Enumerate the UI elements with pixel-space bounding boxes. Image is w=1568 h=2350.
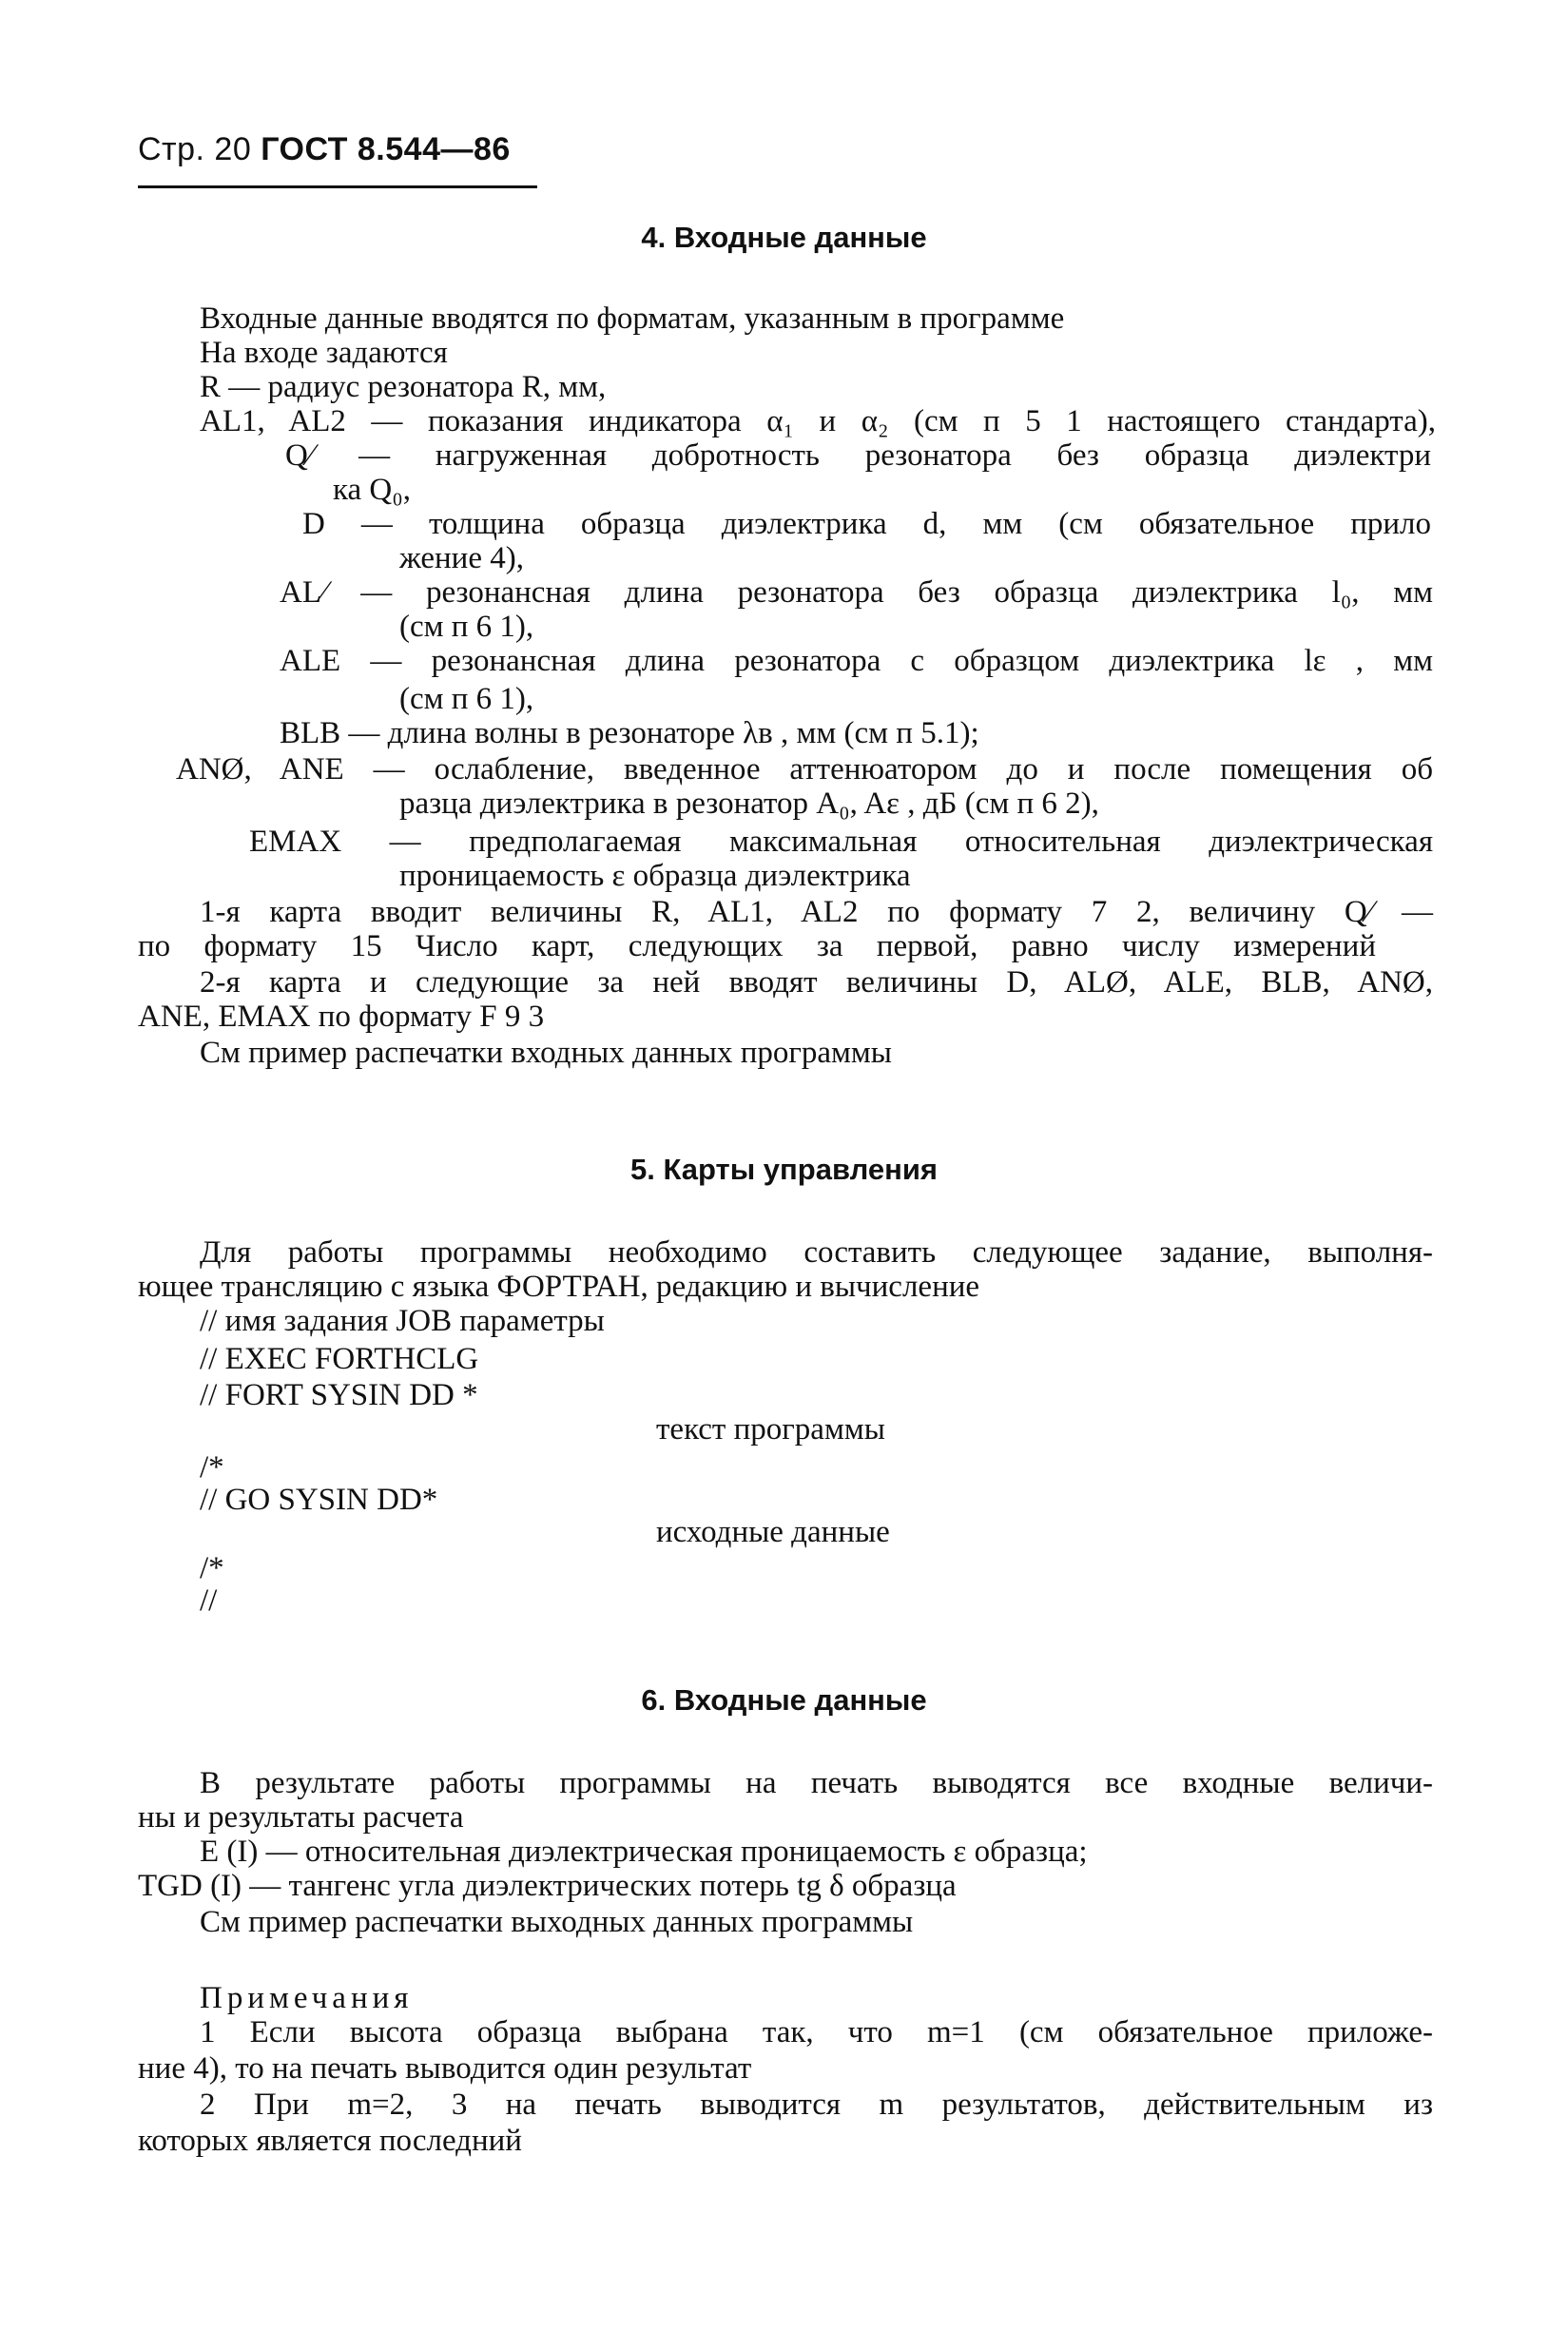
section-5-title: 5. Карты управления (630, 1153, 938, 1186)
note-1-line2: ние 4), то на печать выводится один результат (138, 2051, 752, 2086)
s5-code-line-8: /* (200, 1551, 224, 1585)
s5-code-line-2: // EXEC FORTHCLG (200, 1342, 479, 1376)
section-4-title: 4. Входные данные (641, 221, 927, 254)
s5-code-line-3: // FORT SYSIN DD * (200, 1378, 478, 1412)
s4-param-emax-line2: проницаемость ε образца диэлектрика (399, 859, 911, 893)
s4-param-q-line1: Q∕ — нагруженная добротность резонатора без образца диэлектри (285, 438, 1431, 473)
s4-param-q-line2: ка Q₀, (333, 473, 412, 507)
s4-param-r: R — радиус резонатора R, мм, (200, 370, 607, 404)
note-2-line1: 2 При m=2, 3 на печать выводится m результатов, действительным из (200, 2088, 1433, 2122)
s4-param-emax-line1: EMAX — предполагаемая максимальная относительная диэлектрическая (249, 825, 1433, 859)
s6-output-e: E (I) — относительная диэлектрическая проницаемость ε образца; (200, 1835, 1088, 1869)
note-1-line1: 1 Если высота образца выбрана так, что m=1 (см обязательное приложе- (200, 2015, 1433, 2049)
s4-param-ale-line2: (см п 6 1), (399, 682, 534, 716)
s4-param-al: AL1, AL2 — показания индикатора α₁ и α₂ (см п 5 1 настоящего стандарта), (200, 404, 1436, 438)
s5-code-line-5: /* (200, 1450, 224, 1485)
s4-param-al0-line1: AL∕ — резонансная длина резонатора без образца диэлектрика l₀, мм (280, 575, 1433, 610)
header-rule (138, 185, 537, 188)
page-header (138, 131, 511, 168)
note-2-line2: которых является последний (138, 2124, 522, 2158)
s6-see-example: См пример распечатки выходных данных программы (200, 1905, 914, 1939)
s4-intro-1: Входные данные вводятся по форматам, указанным в программе (200, 301, 1065, 336)
s4-param-ale-line1: ALE — резонансная длина резонатора с образцом диэлектрика lε , мм (280, 644, 1433, 678)
s4-param-al0-line2: (см п 6 1), (399, 610, 534, 644)
page-number: Стр. 20 (138, 131, 252, 167)
s6-para-line1: В результате работы программы на печать выводятся все входные величи- (200, 1766, 1433, 1800)
s4-param-d-line2: жение 4), (399, 541, 524, 575)
s5-para-line1: Для работы программы необходимо составить следующее задание, выполня- (200, 1235, 1433, 1270)
s5-para-line2: ющее трансляцию с языка ФОРТРАН, редакцию и вычисление (138, 1270, 980, 1304)
s5-code-line-6: // GO SYSIN DD* (200, 1483, 438, 1517)
section-6-title: 6. Входные данные (641, 1683, 927, 1717)
s4-param-an-line2: разца диэлектрика в резонатор A₀, Aε , дБ (см п 6 2), (399, 787, 1099, 821)
standard-code: ГОСТ 8.544—86 (261, 131, 511, 167)
s4-intro-2: На входе задаются (200, 336, 448, 370)
s5-input-data: исходные данные (656, 1515, 890, 1549)
s5-program-text: текст программы (656, 1412, 885, 1447)
s4-card1-line2: по формату 15 Число карт, следующих за первой, равно числу измерений (138, 929, 1376, 963)
s4-param-blb: BLB — длина волны в резонаторе λв , мм (см п 5.1); (280, 716, 979, 750)
s4-see-example: См пример распечатки входных данных программы (200, 1036, 892, 1070)
s4-card2-line2: ANE, EMAX по формату F 9 3 (138, 1000, 545, 1034)
s4-param-an-line1: ANØ, ANE — ослабление, введенное аттенюатором до и после помещения об (176, 752, 1433, 787)
s6-para-line2: ны и результаты расчета (138, 1800, 464, 1835)
s4-card1-line1: 1-я карта вводит величины R, AL1, AL2 по формату 7 2, величину Q∕ — (200, 895, 1433, 929)
s5-code-line-9: // (200, 1583, 218, 1618)
s4-param-d-line1: D — толщина образца диэлектрика d, мм (см обязательное прило (302, 507, 1431, 541)
s6-output-tgd: TGD (I) — тангенс угла диэлектрических потерь tg δ образца (138, 1869, 957, 1903)
s4-card2-line1: 2-я карта и следующие за ней вводят величины D, ALØ, ALE, BLB, ANØ, (200, 965, 1433, 1000)
notes-title: Примечания (200, 1981, 414, 2015)
s5-code-line-1: // имя задания JOB параметры (200, 1304, 605, 1338)
